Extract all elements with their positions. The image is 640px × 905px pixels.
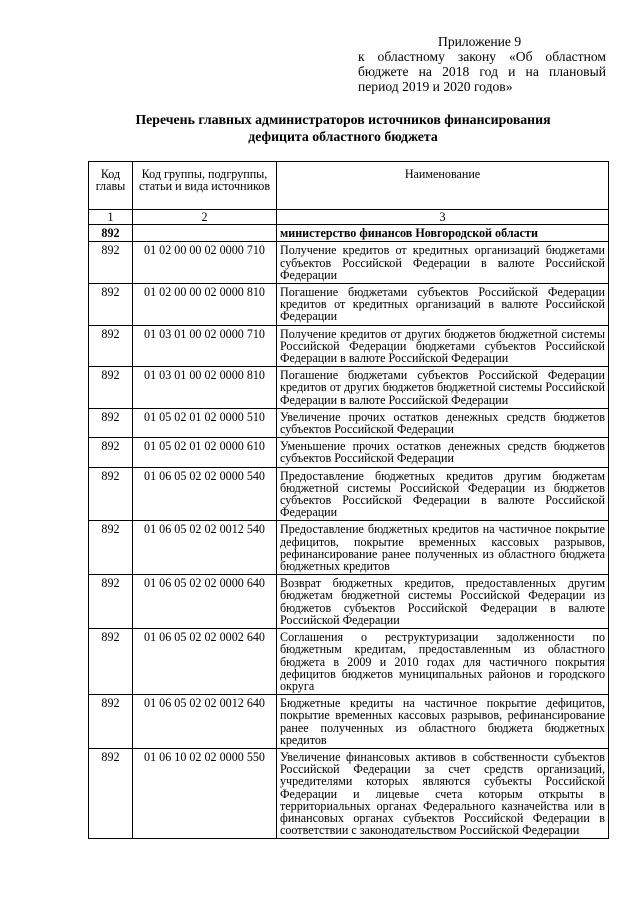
row-chapter-code: 892	[89, 575, 133, 629]
ministry-group-empty	[133, 225, 277, 242]
row-group-code: 01 02 00 00 02 0000 710	[133, 242, 277, 284]
row-chapter-code: 892	[89, 695, 133, 749]
row-chapter-code: 892	[89, 748, 133, 838]
header-name: Наименование	[277, 162, 609, 210]
row-chapter-code: 892	[89, 242, 133, 284]
row-chapter-code: 892	[89, 408, 133, 437]
column-number: 3	[277, 210, 609, 225]
appendix-note	[358, 34, 606, 94]
row-group-code: 01 03 01 00 02 0000 810	[133, 367, 277, 409]
row-name: Соглашения о реструктуризации задолженности по бюджетным кредитам, предоставленным из областного бюджета в 2009 и 2010 годах для частичного покрытия дефицитов бюджетов муниципальных районов и городского округа	[277, 629, 609, 695]
row-chapter-code: 892	[89, 325, 133, 367]
row-name: Получение кредитов от кредитных организаций бюджетами субъектов Российской Федерации в валюте Российской Федерации	[277, 242, 609, 284]
appendix-number: Приложение 9	[438, 34, 522, 49]
document-title-line-2: дефицита областного бюджета	[248, 129, 438, 144]
row-chapter-code: 892	[89, 367, 133, 409]
row-group-code: 01 06 05 02 02 0000 640	[133, 575, 277, 629]
row-group-code: 01 05 02 01 02 0000 610	[133, 438, 277, 467]
table-row	[89, 521, 609, 575]
row-chapter-code: 892	[89, 629, 133, 695]
document-title-line-1: Перечень главных администраторов источников финансирования	[135, 112, 551, 127]
row-name: Получение кредитов от других бюджетов бюджетной системы Российской Федерации бюджетами субъектов Российской Федерации в валюте Российской Федерации	[277, 325, 609, 367]
row-group-code: 01 06 05 02 02 0000 540	[133, 467, 277, 521]
table-row	[89, 408, 609, 437]
row-name: Предоставление бюджетных кредитов другим бюджетам бюджетной системы Российской Федерации из бюджетов субъектов Российской Федерации в валюте Российской Федерации	[277, 467, 609, 521]
table-row	[89, 629, 609, 695]
row-name: Уменьшение прочих остатков денежных средств бюджетов субъектов Российской Федерации	[277, 438, 609, 467]
row-group-code: 01 02 00 00 02 0000 810	[133, 284, 277, 326]
row-name: Бюджетные кредиты на частичное покрытие дефицитов, покрытие временных кассовых разрывов, рефинансирование ранее полученных из областного бюджета бюджетных кредитов	[277, 695, 609, 749]
ministry-name: министерство финансов Новгородской области	[277, 225, 609, 242]
table-row	[89, 284, 609, 326]
table-header-row	[89, 162, 609, 210]
column-number: 2	[133, 210, 277, 225]
appendix-law-reference: к областному закону «Об областном бюджете на 2018 год и на плановый период 2019 и 2020 годов»	[358, 49, 606, 94]
table-row	[89, 695, 609, 749]
column-numbers-row	[89, 210, 609, 225]
table-row	[89, 325, 609, 367]
table-row	[89, 242, 609, 284]
row-name: Погашение бюджетами субъектов Российской Федерации кредитов от кредитных организаций в валюте Российской Федерации	[277, 284, 609, 326]
document-title	[60, 111, 626, 145]
row-group-code: 01 06 05 02 02 0012 640	[133, 695, 277, 749]
row-group-code: 01 05 02 01 02 0000 510	[133, 408, 277, 437]
row-group-code: 01 06 05 02 02 0012 540	[133, 521, 277, 575]
row-chapter-code: 892	[89, 467, 133, 521]
header-group-code: Код группы, подгруппы, статьи и вида источников	[133, 162, 277, 210]
row-chapter-code: 892	[89, 284, 133, 326]
ministry-row	[89, 225, 609, 242]
ministry-code: 892	[89, 225, 133, 242]
table-row	[89, 467, 609, 521]
table-row	[89, 367, 609, 409]
row-name: Возврат бюджетных кредитов, предоставленных другим бюджетам бюджетной системы Российской Федерации из бюджетов субъектов Российской Федерации в валюте Российской Федерации	[277, 575, 609, 629]
administrators-table	[88, 161, 609, 839]
row-chapter-code: 892	[89, 438, 133, 467]
row-name: Увеличение прочих остатков денежных средств бюджетов субъектов Российской Федерации	[277, 408, 609, 437]
column-number: 1	[89, 210, 133, 225]
row-group-code: 01 06 10 02 02 0000 550	[133, 748, 277, 838]
row-name: Увеличение финансовых активов в собственности субъектов Российской Федерации за счет средств организаций, учредителями которых являются субъекты Российской Федерации и лицевые счета которым открыты в территориальных органах Федерального казначейства или в финансовых органах субъектов Российской Федерации в соответствии с законодательством Российской Федерации	[277, 748, 609, 838]
table-row	[89, 748, 609, 838]
header-chapter-code: Код главы	[89, 162, 133, 210]
row-chapter-code: 892	[89, 521, 133, 575]
row-group-code: 01 03 01 00 02 0000 710	[133, 325, 277, 367]
table-row	[89, 575, 609, 629]
row-name: Погашение бюджетами субъектов Российской Федерации кредитов от других бюджетов бюджетной системы Российской Федерации в валюте Российской Федерации	[277, 367, 609, 409]
table-row	[89, 438, 609, 467]
row-group-code: 01 06 05 02 02 0002 640	[133, 629, 277, 695]
row-name: Предоставление бюджетных кредитов на частичное покрытие дефицитов, покрытие временных кассовых разрывов, рефинансирование ранее полученных из областного бюджета бюджетных кредитов	[277, 521, 609, 575]
